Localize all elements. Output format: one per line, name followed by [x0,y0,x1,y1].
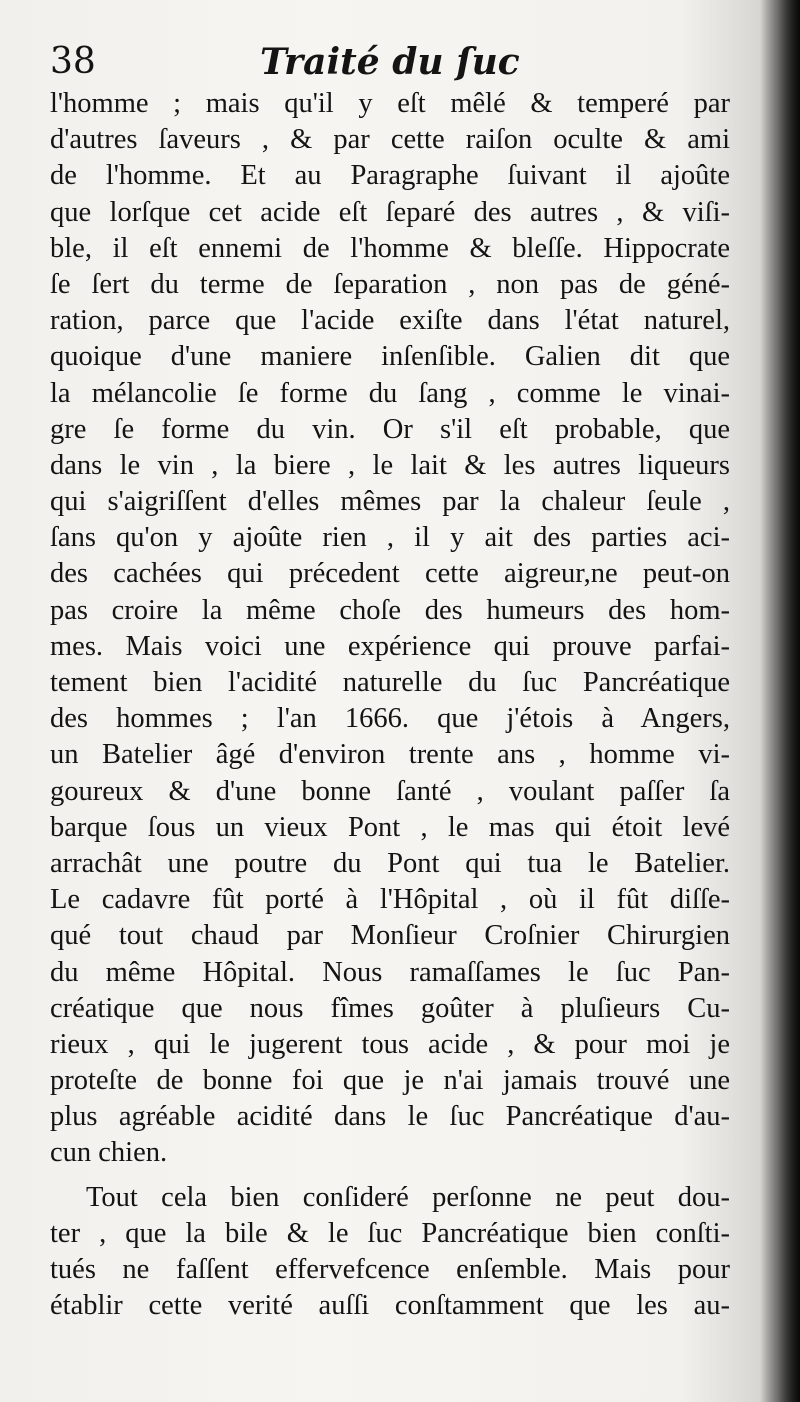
text-line: gre ſe forme du vin. Or s'il eſt probable, que [50,413,730,445]
text-line: créatique que nous fîmes goûter à pluſieurs Cu- [50,992,730,1024]
text-line: Tout cela bien conſideré perſonne ne peut dou- [86,1181,730,1213]
text-line: ſe ſert du terme de ſeparation , non pas de géné- [50,268,730,300]
text-line: ration, parce que l'acide exiſte dans l'état naturel, [50,305,730,337]
text-line: Le cadavre fût porté à l'Hôpital , où il fût diſſe- [50,884,730,916]
text-line: l'homme ; mais qu'il y eſt mêlé & temperé par [50,88,730,119]
text-line: pas croire la même choſe des humeurs des hom- [50,594,730,626]
page-header [50,38,740,88]
text-line: proteſte de bonne foi que je n'ai jamais trouvé une [50,1065,730,1097]
running-title: Traité du ſuc [260,41,520,83]
text-line: quoique d'une maniere inſenſible. Galien dit que [50,341,730,373]
paragraph-2 [50,1180,730,1325]
text-line: ſans qu'on y ajoûte rien , il y ait des parties aci- [50,522,730,554]
text-line: tement bien l'acidité naturelle du ſuc Pancréatique [50,667,730,698]
text-line: établir cette verité auſſi conſtamment que les au- [50,1290,730,1322]
text-line: qué tout chaud par Monſieur Croſnier Chirurgien [50,920,730,952]
text-line: goureux & d'une bonne ſanté , voulant paſſer ſa [50,775,730,807]
text-line: ble, il eſt ennemi de l'homme & bleſſe. Hippocrate [50,232,730,264]
text-line: barque ſous un vieux Pont , le mas qui étoit levé [50,811,730,843]
text-line: du même Hôpital. Nous ramaſſames le ſuc Pan- [50,956,730,988]
text-line: d'autres ſaveurs , & par cette raiſon oculte & ami [50,124,730,156]
text-line: des cachées qui précedent cette aigreur,ne peut-on [50,558,730,590]
page-number: 38 [50,41,96,82]
text-line: rieux , qui le jugerent tous acide , & pour moi je [50,1028,730,1060]
text-line: arrachât une poutre du Pont qui tua le Batelier. [50,847,730,879]
text-line: mes. Mais voici une expérience qui prouve parfai- [50,630,730,662]
book-gutter-shadow [760,0,800,1402]
paragraph-1 [50,86,730,1172]
text-line: ter , que la bile & le ſuc Pancréatique bien conſti- [50,1217,730,1249]
paragraph-gap [50,1172,730,1180]
text-line: un Batelier âgé d'environ trente ans , homme vi- [50,739,730,771]
body-text [50,86,730,1324]
text-line: de l'homme. Et au Paragraphe ſuivant il ajoûte [50,160,730,192]
text-line: tués ne faſſent effervefcence enſemble. Mais pour [50,1254,730,1285]
text-line: que lorſque cet acide eſt ſeparé des autres , & viſi- [50,196,730,228]
text-line: dans le vin , la biere , le lait & les autres liqueurs [50,449,730,481]
text-line: des hommes ; l'an 1666. que j'étois à Angers, [50,703,730,735]
text-line: plus agréable acidité dans le ſuc Pancréatique d'au- [50,1101,730,1133]
text-line: qui s'aigriſſent d'elles mêmes par la chaleur ſeule , [50,486,730,518]
text-line: la mélancolie ſe forme du ſang , comme le vinai- [50,377,730,409]
text-line: cun chien. [50,1137,168,1169]
